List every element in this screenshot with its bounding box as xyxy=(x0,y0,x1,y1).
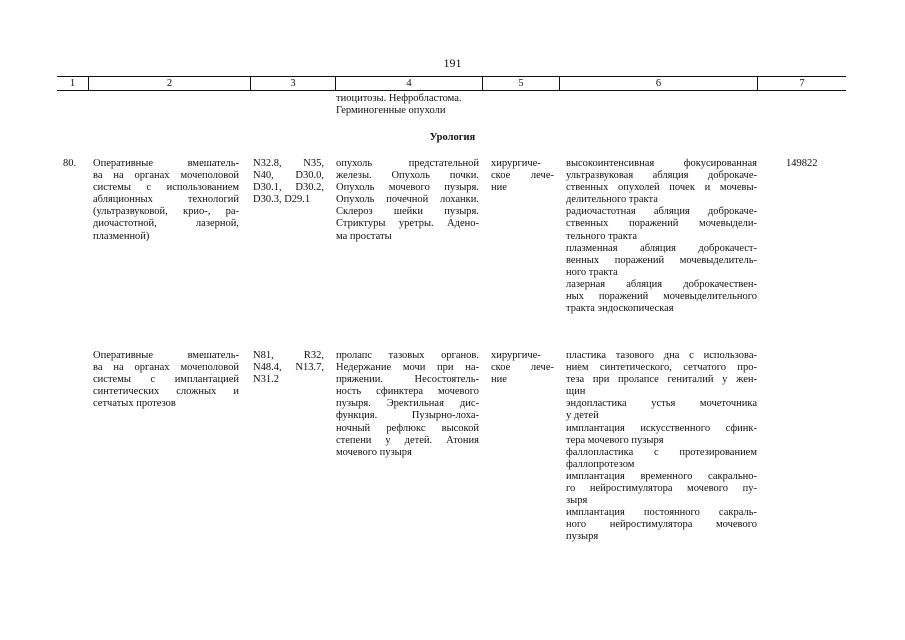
cost-cell: 149822 xyxy=(786,158,818,169)
treatment-method-cell: пластика тазового дна с использова- нием синтетического, сетчатого про- теза при пролапсе гениталий у жен- щин эндопластика устья мочеточника у детей имплантация искусственного сфинк- тера мочевого пузыря фаллопластика с протезированием фаллопротезом имплантация временного сакрально- го нейростимулятора мочевого пу- зыря имплантация постоянного сакраль- ного нейростимулятора мочевого пузыря xyxy=(566,350,757,543)
header-col-1: 1 xyxy=(69,78,76,89)
diagnosis-cell: опухоль предстательной железы. Опухоль почки. Опухоль мочевого пузыря. Опухоль почечной лоханки. Склероз шейки пузыря. Стриктуры уретры. Адено- ма простаты xyxy=(336,158,479,242)
section-title: Урология xyxy=(429,132,476,143)
header-col-3: 3 xyxy=(250,77,335,90)
treatment-method-cell: высокоинтенсивная фокусированная ультразвуковая абляция доброкаче- ственных опухолей почек и мочевы- делительного тракта радиочастотная абляция доброкаче- ственных поражений мочевыдели- тельного тракта плазменная абляция доброкачест- венных поражений мочевыделитель- ного тракта лазерная абляция доброкачествен- ных поражений мочевыделительного тракта эндоскопическая xyxy=(566,158,757,315)
icd-codes-cell: N32.8, N35, N40, D30.0, D30.1, D30.2, D30.3, D29.1 xyxy=(253,158,324,206)
method-group-cell: Оперативные вмешатель- ва на органах мочеполовой системы с использованием абляционных технологий (ультразвуковой, крио-, ра- диочастотной, лазерной, плазменной) xyxy=(93,158,239,242)
diagnosis-cell: пролапс тазовых органов. Недержание мочи при на- пряжении. Несостоятель- ность сфинктера мочевого пузыря. Эректильная дис- функция. Пузырно-лоха- ночный рефлюкс высокой степени у детей. Атония мочевого пузыря xyxy=(336,350,479,458)
header-col-2: 2 xyxy=(88,77,250,90)
continuation-text: тиоцитозы. Нефробластома. Герминогенные опухоли xyxy=(336,93,462,117)
header-col-5: 5 xyxy=(482,77,559,90)
page-number: 191 xyxy=(443,56,462,70)
header-col-7: 7 xyxy=(757,77,846,90)
header-col-6: 6 xyxy=(559,77,757,90)
header-col-4: 4 xyxy=(335,77,482,90)
icd-codes-cell: N81, R32, N48.4, N13.7, N31.2 xyxy=(253,350,324,386)
treatment-type-cell: хирургиче- ское лече- ние xyxy=(491,158,554,194)
row-number: 80. xyxy=(63,158,77,169)
method-group-cell: Оперативные вмешатель- ва на органах мочеполовой системы с имплантацией синтетических сложных и сетчатых протезов xyxy=(93,350,239,410)
table-header xyxy=(57,76,846,91)
treatment-type-cell: хирургиче- ское лече- ние xyxy=(491,350,554,386)
